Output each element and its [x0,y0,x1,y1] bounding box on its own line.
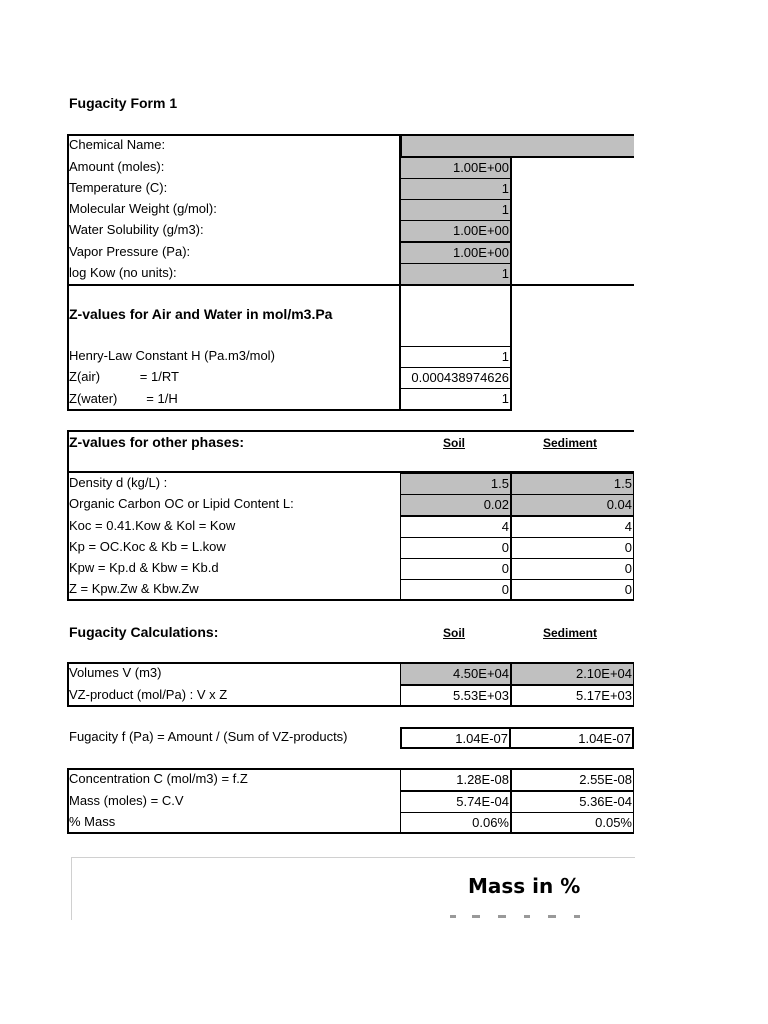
kpw-label: Kpw = Kp.d & Kbw = Kb.d [69,560,219,575]
pct-mass-sediment-value: 0.05% [511,812,634,834]
density-label: Density d (kg/L) : [69,475,168,490]
organic-carbon-label: Organic Carbon OC or Lipid Content L: [69,496,294,511]
zvalues-other-col-soil: Soil [443,436,466,450]
z-air-label: Z(air) = 1/RT [69,369,179,384]
volumes-label: Volumes V (m3) [69,665,162,680]
density-soil-input[interactable]: 1.5 [400,473,511,495]
temperature-input[interactable]: 1 [400,178,511,200]
concentration-label: Concentration C (mol/m3) = f.Z [69,771,248,786]
henry-law-label: Henry-Law Constant H (Pa.m3/mol) [69,348,275,363]
fugacity-calc-col-sediment: Sediment [543,626,598,640]
z-phase-sediment-value: 0 [511,579,634,601]
log-kow-input[interactable]: 1 [400,263,511,285]
vz-product-label: VZ-product (mol/Pa) : V x Z [69,687,228,702]
mass-soil-value: 5.74E-04 [400,791,511,813]
volumes-sediment-input[interactable]: 2.10E+04 [511,663,634,685]
vz-product-soil-value: 5.53E+03 [400,685,511,707]
kpw-sediment-value: 0 [511,558,634,580]
organic-carbon-soil-input[interactable]: 0.02 [400,494,511,516]
vapor-pressure-input[interactable]: 1.00E+00 [400,242,511,264]
mass-chart-legend-clipped [450,910,634,918]
input-label-molecular-weight: Molecular Weight (g/mol): [69,201,217,216]
zvalues-other-col-sediment: Sediment [543,436,598,450]
z-water-value: 1 [501,391,509,406]
concentration-soil-value: 1.28E-08 [400,769,511,791]
volumes-soil-input[interactable]: 4.50E+04 [400,663,511,685]
input-label-log-kow: log Kow (no units): [69,265,177,280]
density-sediment-input[interactable]: 1.5 [511,473,634,495]
fugacity-sediment-value: 1.04E-07 [510,727,634,749]
mass-chart-title: Mass in % [468,874,581,898]
pct-mass-soil-value: 0.06% [400,812,511,834]
koc-soil-value: 4 [400,516,511,538]
input-label-chemical-name: Chemical Name: [69,137,166,152]
form-title: Fugacity Form 1 [69,95,178,111]
fugacity-calc-col-soil: Soil [443,626,466,640]
kp-label: Kp = OC.Koc & Kb = L.kow [69,539,226,554]
mass-sediment-value: 5.36E-04 [511,791,634,813]
organic-carbon-sediment-input[interactable]: 0.04 [511,494,634,516]
mass-label: Mass (moles) = C.V [69,793,184,808]
vz-product-sediment-value: 5.17E+03 [511,685,634,707]
chemical-name-input[interactable] [400,136,634,156]
input-right-border [510,156,512,286]
kpw-soil-value: 0 [400,558,511,580]
kp-soil-value: 0 [400,537,511,559]
kp-sediment-value: 0 [511,537,634,559]
pct-mass-label: % Mass [69,814,116,829]
zvalues-other-title: Z-values for other phases: [69,434,245,450]
z-air-value: 0.000438974626 [400,367,511,389]
molecular-weight-input[interactable]: 1 [400,199,511,221]
input-label-vapor-pressure: Vapor Pressure (Pa): [69,244,191,259]
koc-label: Koc = 0.41.Kow & Kol = Kow [69,518,236,533]
input-divider [399,134,401,286]
input-label-amount: Amount (moles): [69,159,165,174]
henry-law-value: 1 [400,346,511,368]
z-phase-label: Z = Kpw.Zw & Kbw.Zw [69,581,199,596]
input-label-water-solubility: Water Solubility (g/m3): [69,222,204,237]
legend-swatches-icon [450,910,634,918]
z-phase-soil-value: 0 [400,579,511,601]
z-water-label: Z(water) = 1/H [69,391,178,406]
koc-sediment-value: 4 [511,516,634,538]
input-label-temperature: Temperature (C): [69,180,168,195]
fugacity-label: Fugacity f (Pa) = Amount / (Sum of VZ-products) [69,729,348,744]
water-solubility-input[interactable]: 1.00E+00 [400,220,511,242]
fugacity-calc-title: Fugacity Calculations: [69,624,219,640]
concentration-sediment-value: 2.55E-08 [511,769,634,791]
fugacity-soil-value: 1.04E-07 [400,727,511,749]
zvalues-air-water-title: Z-values for Air and Water in mol/m3.Pa [69,306,333,322]
amount-input[interactable]: 1.00E+00 [400,157,511,179]
